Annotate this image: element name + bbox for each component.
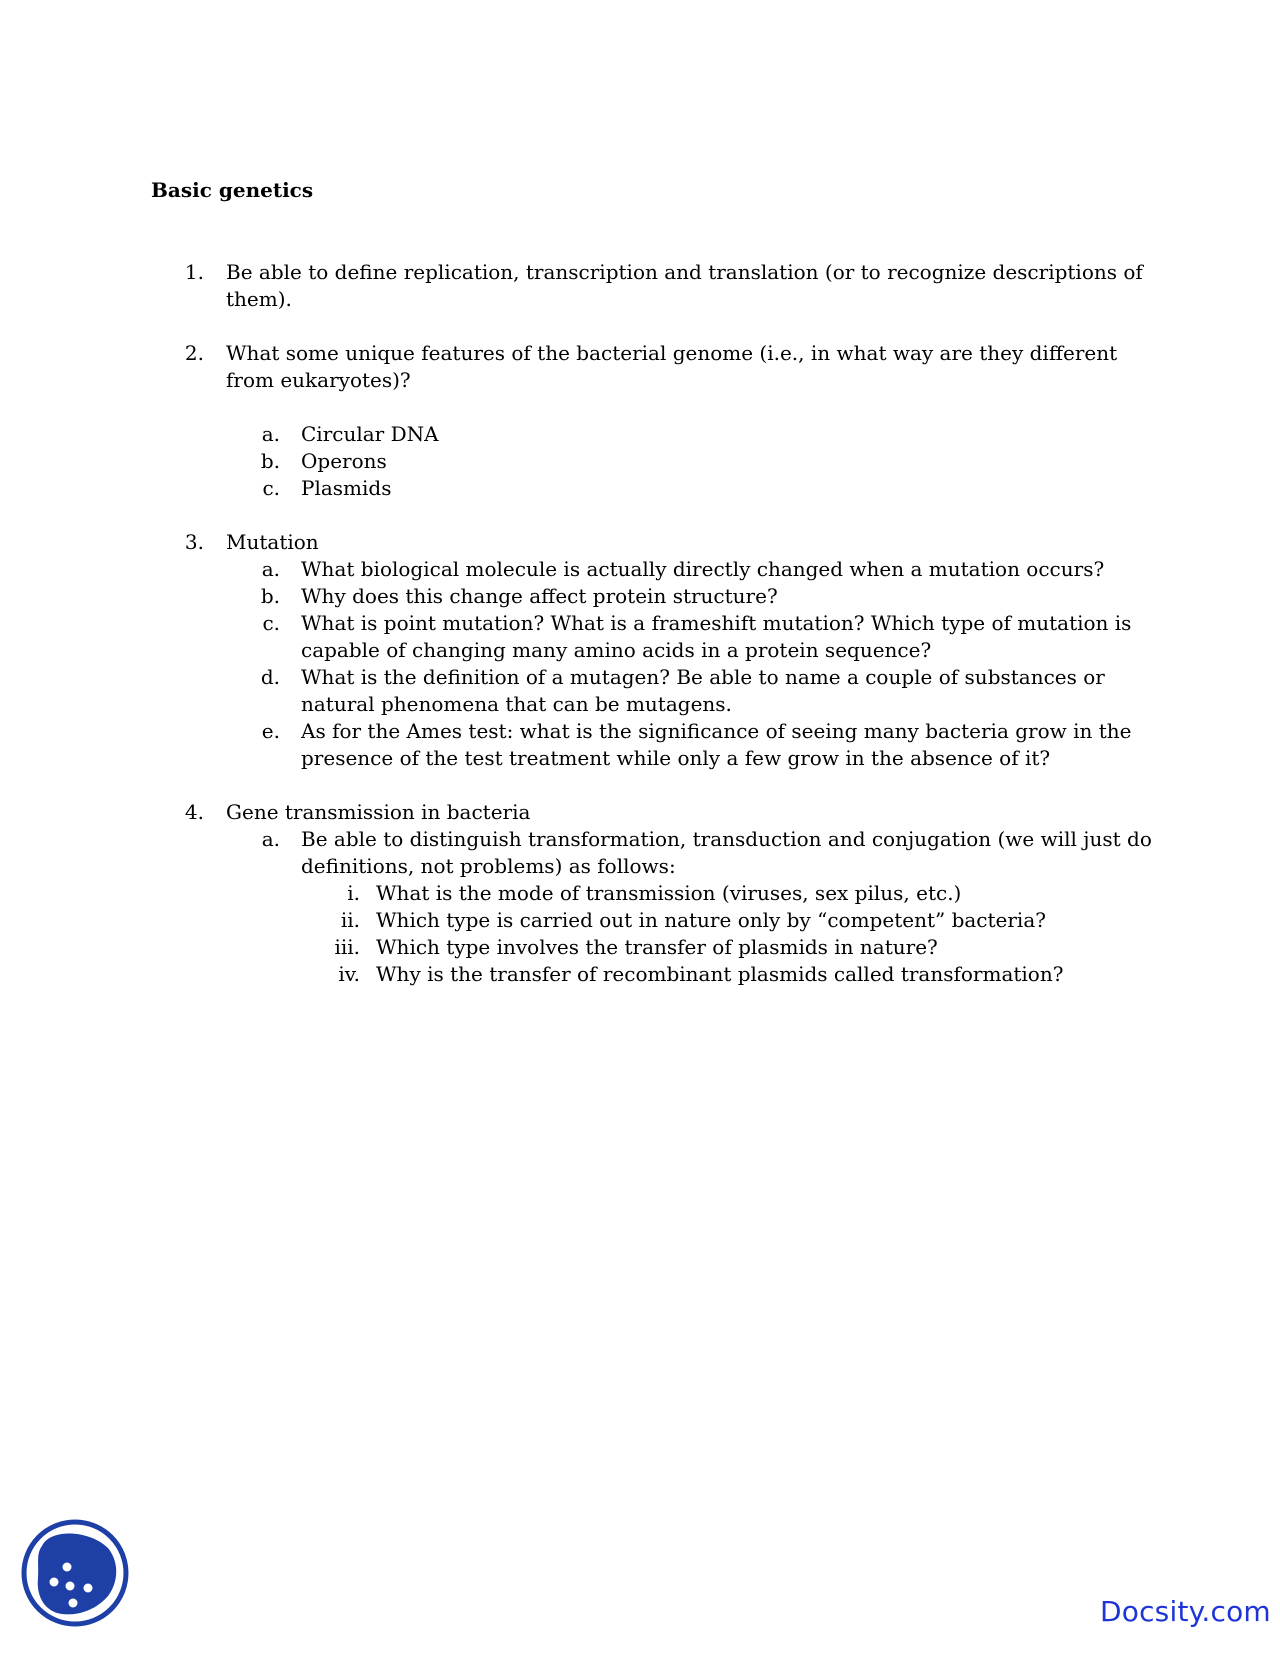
sublist-item-line: Be able to distinguish transformation, transduction and conjugation (we will just do xyxy=(301,827,1152,851)
list-item-line: them). xyxy=(226,287,292,311)
sublist-letter: c. xyxy=(262,476,280,500)
sublist-letter: d. xyxy=(260,665,280,689)
roman-numeral: i. xyxy=(347,881,360,905)
sublist-item-line: natural phenomena that can be mutagens. xyxy=(301,692,732,716)
roman-numeral: iii. xyxy=(334,935,360,959)
sublist-item-line: definitions, not problems) as follows: xyxy=(301,854,676,878)
sublist-item-line: What biological molecule is actually directly changed when a mutation occurs? xyxy=(301,557,1105,581)
list-number: 1. xyxy=(184,260,204,284)
sublist-item-line: capable of changing many amino acids in a protein sequence? xyxy=(301,638,932,662)
sublist-letter: b. xyxy=(260,449,280,473)
sublist-item-line: As for the Ames test: what is the significance of seeing many bacteria grow in the xyxy=(301,719,1132,743)
sublist-item-line: Circular DNA xyxy=(301,422,439,446)
subsublist-item-line: Which type is carried out in nature only by “competent” bacteria? xyxy=(376,908,1046,932)
roman-numeral: iv. xyxy=(338,962,360,986)
list-number: 2. xyxy=(184,341,204,365)
list-item-line: Gene transmission in bacteria xyxy=(226,800,531,824)
list-item-line: Mutation xyxy=(226,530,319,554)
sublist-letter: a. xyxy=(261,557,280,581)
subsublist-item-line: Which type involves the transfer of plasmids in nature? xyxy=(376,935,938,959)
sublist-letter: a. xyxy=(261,827,280,851)
docsity-brand-link[interactable]: Docsity.com xyxy=(1100,1595,1271,1628)
list-item-line: from eukaryotes)? xyxy=(226,368,411,392)
sublist-letter: e. xyxy=(261,719,280,743)
subsublist-item-line: What is the mode of transmission (viruses, sex pilus, etc.) xyxy=(376,881,962,905)
sublist-item-line: Operons xyxy=(301,449,387,473)
roman-numeral: ii. xyxy=(340,908,360,932)
docsity-logo-icon[interactable] xyxy=(20,1518,130,1628)
sublist-letter: b. xyxy=(260,584,280,608)
list-item-line: What some unique features of the bacterial genome (i.e., in what way are they different xyxy=(226,341,1118,365)
subsublist-item-line: Why is the transfer of recombinant plasmids called transformation? xyxy=(376,962,1064,986)
sublist-item-line: Plasmids xyxy=(301,476,392,500)
sublist-letter: a. xyxy=(261,422,280,446)
list-number: 4. xyxy=(184,800,204,824)
sublist-item-line: What is the definition of a mutagen? Be able to name a couple of substances or xyxy=(301,665,1105,689)
sublist-item-line: Why does this change affect protein structure? xyxy=(301,584,778,608)
list-number: 3. xyxy=(184,530,204,554)
sublist-item-line: presence of the test treatment while only a few grow in the absence of it? xyxy=(301,746,1051,770)
sublist-item-line: What is point mutation? What is a frameshift mutation? Which type of mutation is xyxy=(301,611,1132,635)
list-item-line: Be able to define replication, transcription and translation (or to recognize descriptions of xyxy=(226,260,1143,284)
sublist-letter: c. xyxy=(262,611,280,635)
document-title: Basic genetics xyxy=(151,178,314,202)
